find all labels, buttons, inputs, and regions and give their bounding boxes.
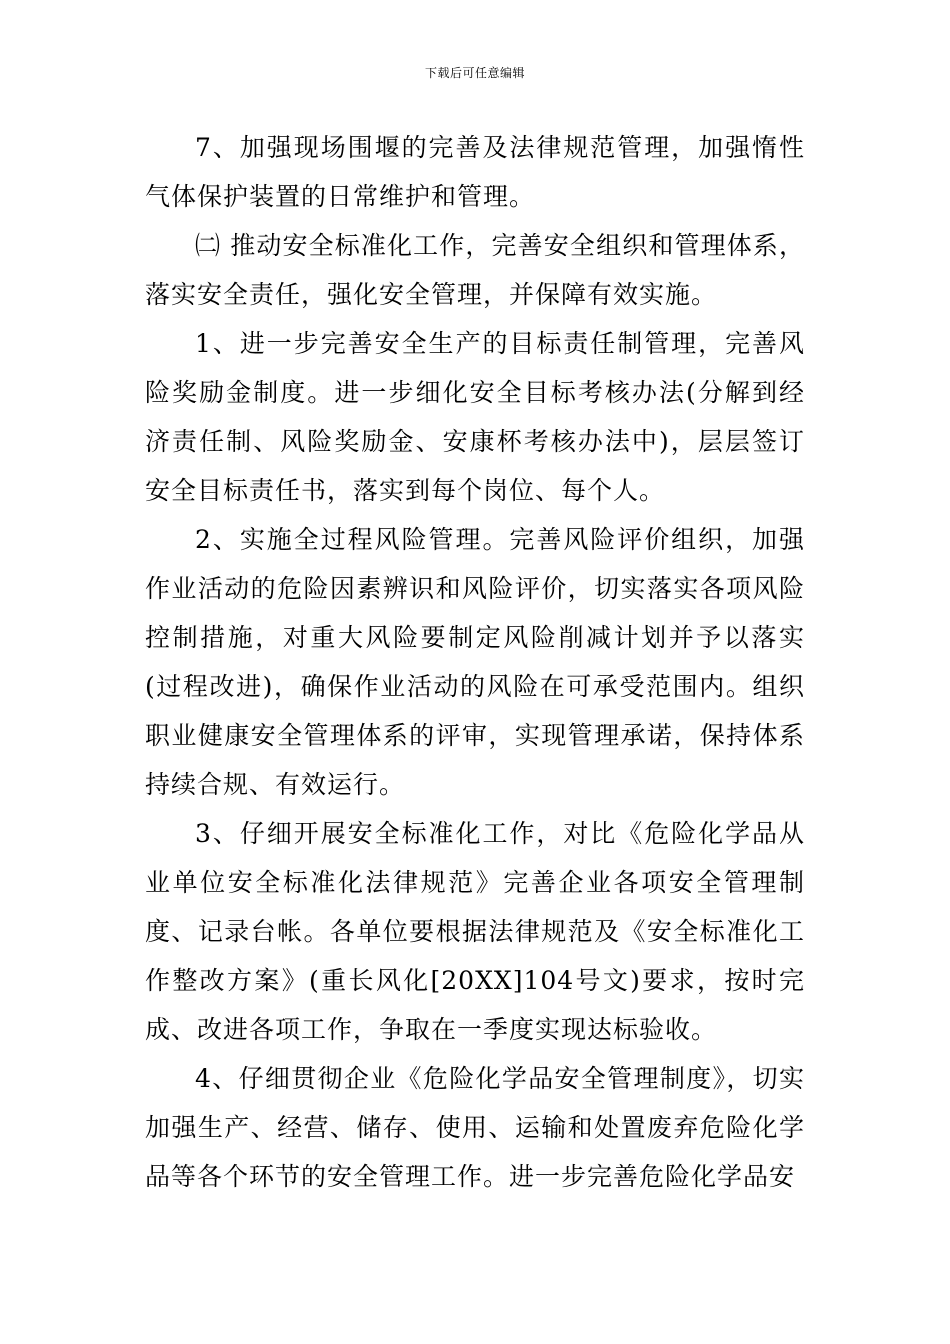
paragraph-2: 2、实施全过程风险管理。完善风险评价组织，加强作业活动的危险因素辨识和风险评价，切实落实各项风险控制措施，对重大风险要制定风险削减计划并予以落实(过程改进)，确保作业活动的风险在可承受范围内。组织职业健康安全管理体系的评审，实现管理承诺，保持体系持续合规、有效运行。 <box>145 525 805 799</box>
document-body <box>145 123 805 1201</box>
paragraph-1: 1、进一步完善安全生产的目标责任制管理，完善风险奖励金制度。进一步细化安全目标考核办法(分解到经济责任制、风险奖励金、安康杯考核办法中)，层层签订安全目标责任书，落实到每个岗位、每个人。 <box>145 329 805 505</box>
page-header: 下载后可任意编辑 <box>424 66 525 80</box>
paragraph-section-2: ㈡ 推动安全标准化工作，完善安全组织和管理体系，落实安全责任，强化安全管理，并保障有效实施。 <box>145 231 805 309</box>
paragraph-3: 3、仔细开展安全标准化工作，对比《危险化学品从业单位安全标准化法律规范》完善企业各项安全管理制度、记录台帐。各单位要根据法律规范及《安全标准化工作整改方案》(重长风化[20XX]104号文)要求，按时完成、改进各项工作，争取在一季度实现达标验收。 <box>145 819 805 1044</box>
paragraph-4: 4、仔细贯彻企业《危险化学品安全管理制度》，切实加强生产、经营、储存、使用、运输和处置废弃危险化学品等各个环节的安全管理工作。进一步完善危险化学品安 <box>145 1064 805 1191</box>
paragraph-7: 7、加强现场围堰的完善及法律规范管理，加强惰性气体保护装置的日常维护和管理。 <box>145 133 805 211</box>
